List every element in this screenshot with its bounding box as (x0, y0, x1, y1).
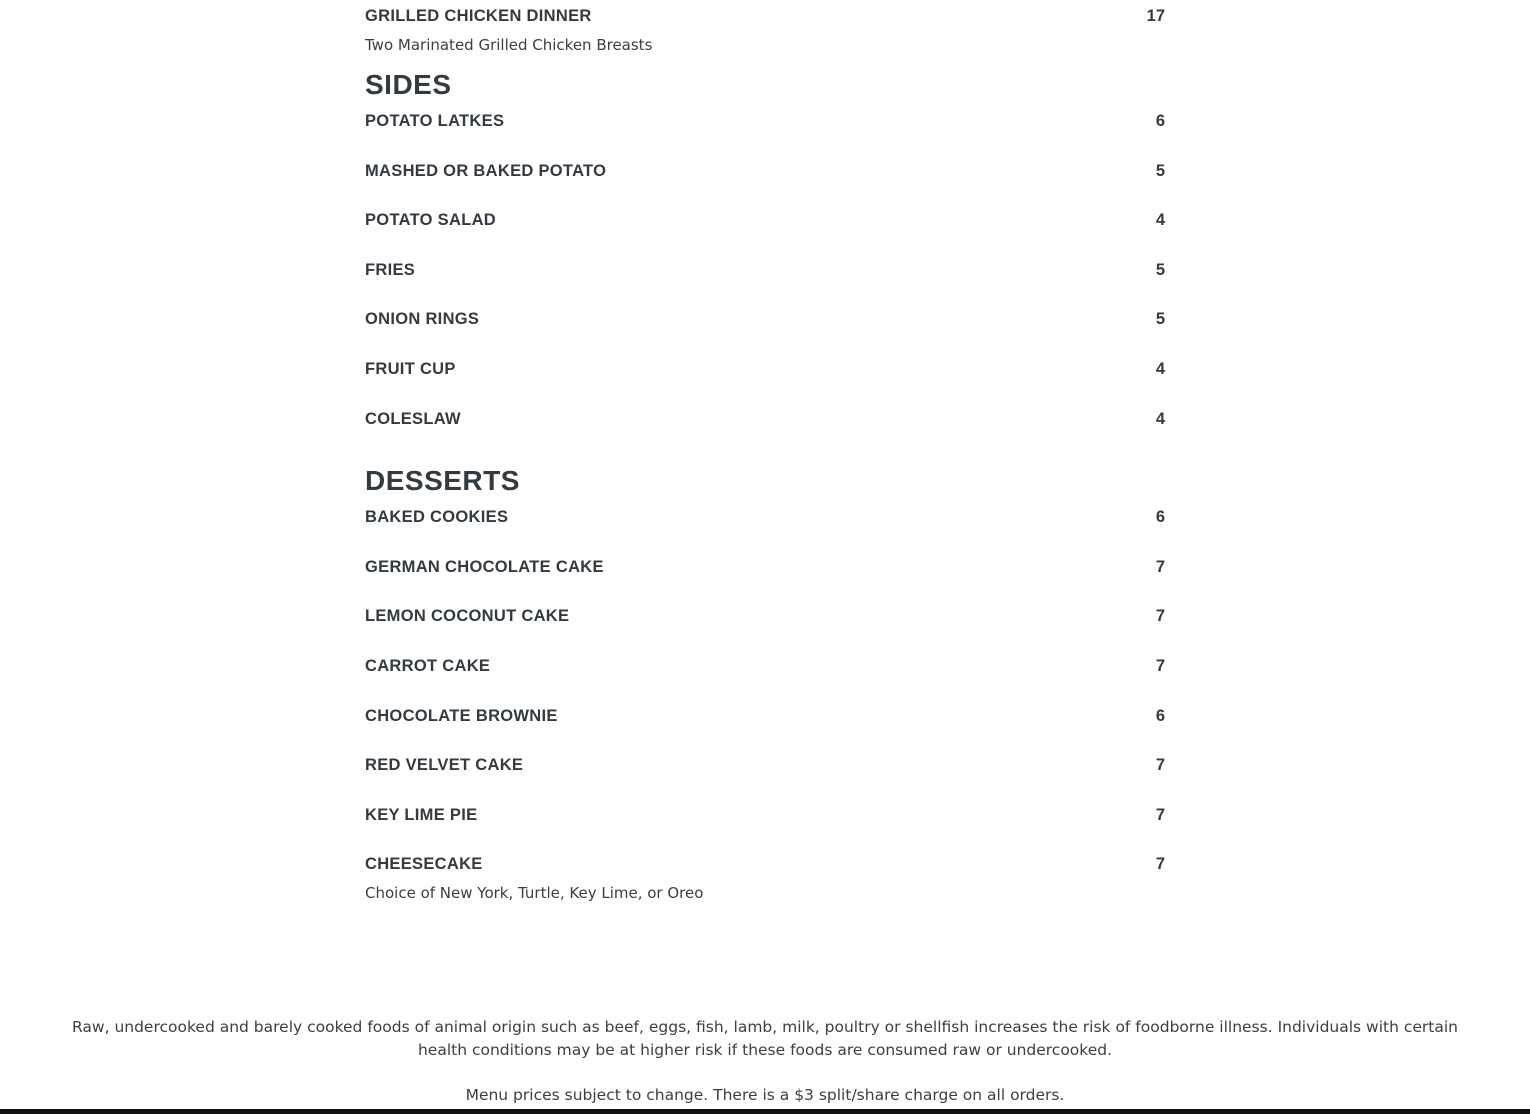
menu-item (365, 700, 1165, 750)
menu-item-name: RED VELVET CAKE (365, 756, 524, 775)
menu-item-price: 17 (1146, 7, 1165, 25)
menu-item-name: MASHED OR BAKED POTATO (365, 161, 607, 180)
menu-item-price: 7 (1155, 656, 1165, 675)
menu-item (365, 600, 1165, 650)
menu-item-description: Two Marinated Grilled Chicken Breasts (365, 36, 653, 54)
menu-item-name: POTATO SALAD (365, 211, 497, 230)
section-title-desserts: DESSERTS (365, 465, 520, 497)
section-title-sides: SIDES (365, 69, 452, 100)
menu-item-name: CHEESECAKE (365, 855, 483, 874)
menu-item-name: GRILLED CHICKEN DINNER (365, 7, 592, 25)
menu-item (365, 303, 1165, 353)
prices-note: Menu prices subject to change. There is a $3 split/share charge on all orders. (465, 1086, 1065, 1104)
food-safety-notice: Raw, undercooked and barely cooked foods of animal origin such as beef, eggs, fish, lamb, milk, poultry or shellfish increases the risk of foodborne illness. Individuals with certain health conditions may be at higher risk if these foods are consumed raw or undercooked. (71, 1018, 1459, 1059)
menu-item (365, 353, 1165, 403)
menu-item (365, 254, 1165, 304)
menu-item-name: CARROT CAKE (365, 656, 491, 675)
menu-content (365, 0, 1165, 908)
menu-item-name: ONION RINGS (365, 310, 480, 329)
menu-item-name: COLESLAW (365, 409, 461, 428)
menu-item-price: 7 (1155, 756, 1165, 775)
menu-item-price: 4 (1155, 359, 1165, 378)
menu-item (365, 650, 1165, 700)
menu-item-price: 4 (1155, 409, 1165, 428)
menu-item-name: POTATO LATKES (365, 112, 505, 130)
menu-item (365, 204, 1165, 254)
menu-item (365, 749, 1165, 799)
menu-item-price: 5 (1155, 260, 1165, 279)
desserts-list (365, 501, 1165, 908)
menu-item-name: FRUIT CUP (365, 359, 456, 378)
menu-item-name: KEY LIME PIE (365, 805, 478, 824)
menu-item-name: GERMAN CHOCOLATE CAKE (365, 557, 604, 576)
menu-item-price: 6 (1155, 706, 1165, 725)
menu-item (365, 848, 1165, 908)
menu-item-name: LEMON COCONUT CAKE (365, 607, 570, 626)
menu-item-description: Choice of New York, Turtle, Key Lime, or Oreo (365, 884, 704, 903)
menu-item-name: CHOCOLATE BROWNIE (365, 706, 558, 725)
bottom-bar (0, 1109, 1530, 1114)
menu-item (365, 403, 1165, 453)
menu-item (365, 155, 1165, 205)
menu-item (365, 551, 1165, 601)
menu-item-price: 5 (1155, 161, 1165, 180)
menu-item-price: 7 (1155, 607, 1165, 626)
menu-item-price: 5 (1155, 310, 1165, 329)
menu-item-grilled-chicken-dinner (365, 0, 1165, 56)
menu-item-price: 6 (1155, 112, 1165, 130)
menu-item-price: 7 (1155, 557, 1165, 576)
menu-item (365, 105, 1165, 155)
menu-item-name: FRIES (365, 260, 416, 279)
menu-item (365, 501, 1165, 551)
menu-item-name: BAKED COOKIES (365, 508, 509, 527)
menu-item-price: 7 (1155, 855, 1165, 874)
menu-item-price: 4 (1155, 211, 1165, 230)
menu-item-price: 7 (1155, 805, 1165, 824)
menu-item (365, 799, 1165, 849)
menu-item-price: 6 (1155, 508, 1165, 527)
sides-list (365, 105, 1165, 452)
